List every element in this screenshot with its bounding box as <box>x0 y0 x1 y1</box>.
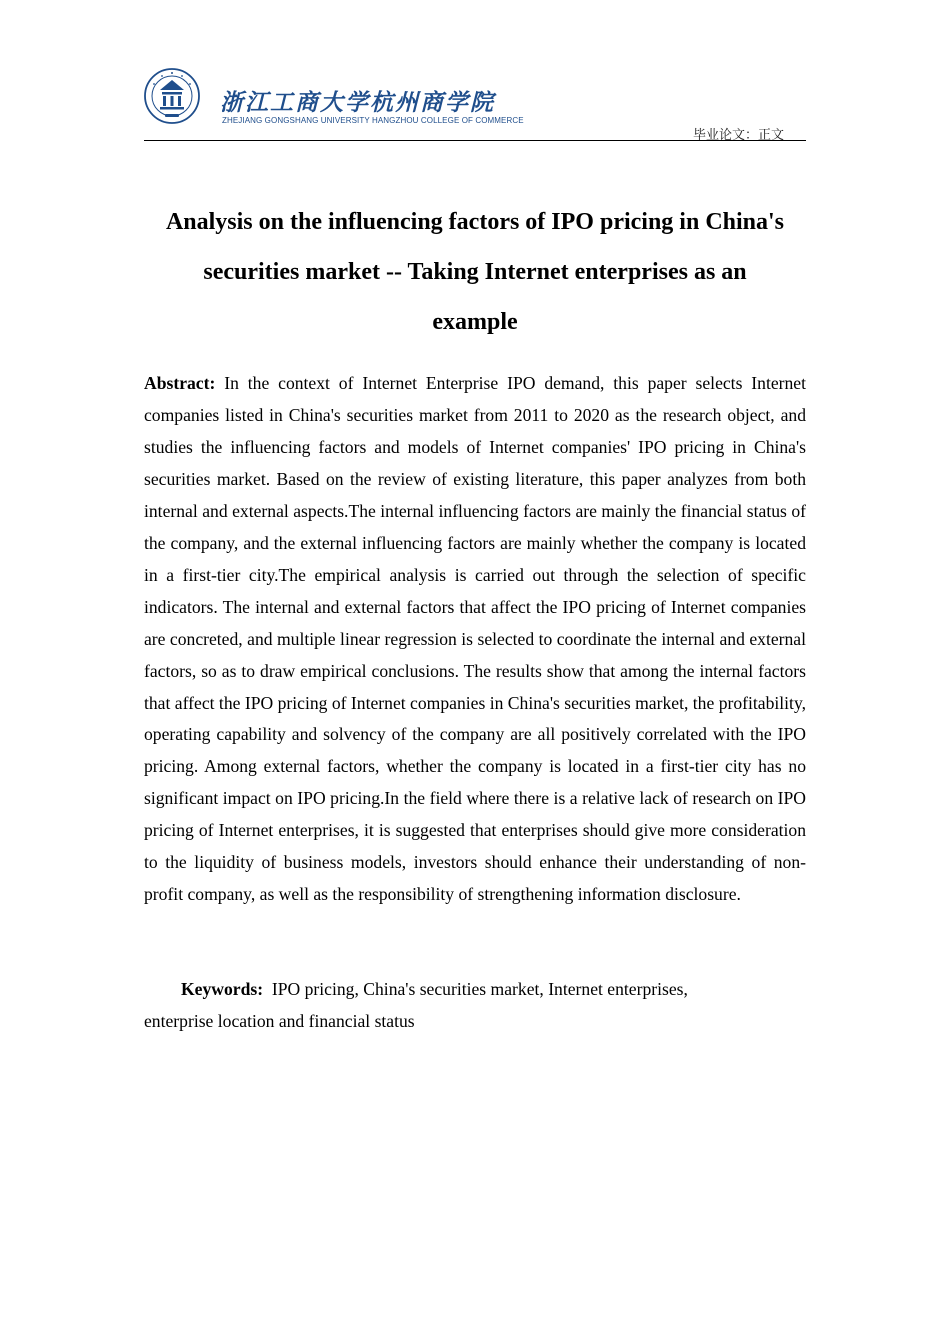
header-divider <box>144 140 806 141</box>
document-type-label: 毕业论文：正文 <box>692 128 784 143</box>
page-header <box>144 62 806 142</box>
abstract-paragraph <box>144 368 806 911</box>
title-line-3: example <box>432 309 518 335</box>
keywords-line-1 <box>144 974 806 1006</box>
abstract-text: In the context of Internet Enterprise IPO demand, this paper selects Internet companies listed in China's securities market from 2011 to 2020 as the research object, and studies the influencing factors and models of Internet companies' IPO pricing in China's securities market. Based on the review of existing literature, this paper analyzes from both internal and external aspects.The internal influencing factors are mainly the financial status of the company, and the external influencing factors are mainly whether the company is located in a first-tier city.The empirical analysis is carried out through the selection of specific indicators. The internal and external factors that affect the IPO pricing of Internet companies are concreted, and multiple linear regression is selected to coordinate the internal and external factors, so as to draw empirical conclusions. The results show that among the internal factors that affect the IPO pricing of Internet companies in China's securities market, the profitability, operating capability and solvency of the company are all positively correlated with the IPO pricing. Among external factors, whether the company is located in a first-tier city has no significant impact on IPO pricing.In the field where there is a relative lack of research on IPO pricing of Internet enterprises, it is suggested that enterprises should give more consideration to the liquidity of business models, investors should enhance their understanding of non-profit company, as well as the responsibility of strengthening information disclosure. <box>144 373 807 905</box>
title-line-2: securities market -- Taking Internet enterprises as an <box>203 259 747 285</box>
abstract-label: Abstract: <box>144 373 216 393</box>
keywords-text-1: IPO pricing, China's securities market, Internet enterprises, <box>271 979 688 999</box>
keywords-text-2: enterprise location and financial status <box>144 1010 415 1031</box>
university-name-chinese: 浙江工商大学杭州商学院 <box>220 89 495 116</box>
university-name-english: ZHEJIANG GONGSHANG UNIVERSITY HANGZHOU COLLEGE OF COMMERCE <box>222 116 524 125</box>
paper-title <box>144 197 806 347</box>
university-seal-icon <box>144 68 200 124</box>
keywords-block <box>144 974 806 1038</box>
title-line-1: Analysis on the influencing factors of IPO pricing in China's <box>165 209 785 235</box>
keywords-label: Keywords: <box>181 979 264 999</box>
